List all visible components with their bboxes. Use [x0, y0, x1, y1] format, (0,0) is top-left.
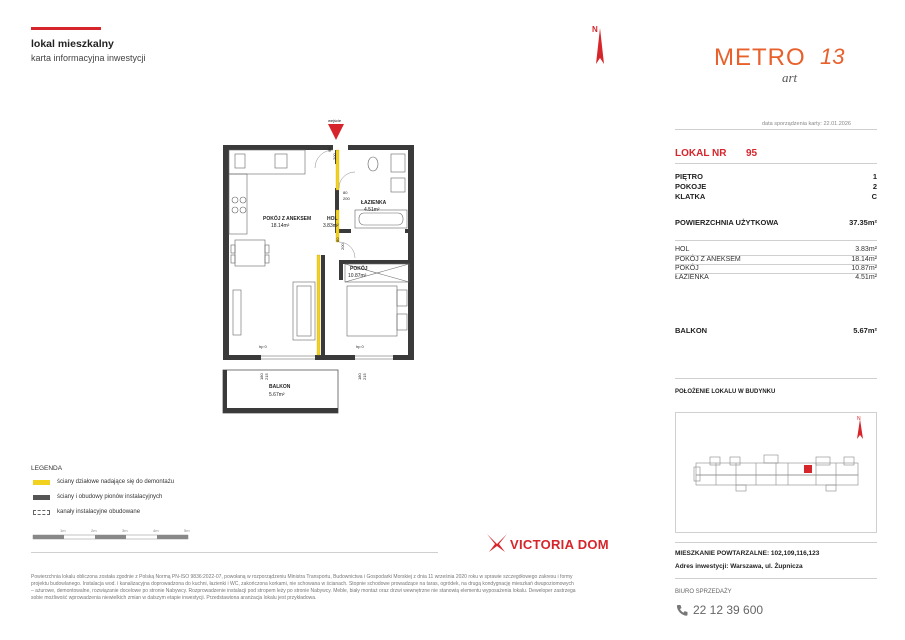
detail-floor-value: 1 — [872, 172, 877, 181]
legend-swatch-channels — [33, 510, 50, 515]
detail-stair-label: KLATKA — [675, 192, 706, 201]
demountable-walls — [317, 150, 339, 355]
unit-number: 95 — [746, 148, 758, 159]
legend-swatch-demountable — [33, 480, 50, 485]
divider — [675, 129, 877, 130]
victoria-dom-logo-icon — [485, 532, 509, 554]
window-left-height: 215 — [264, 373, 269, 380]
legend-item-channels: kanały instalacyjne obudowane — [57, 509, 141, 515]
plan-bath-area: 4.51m² — [364, 207, 380, 213]
entrance-arrow-icon — [328, 124, 344, 140]
footer-note: Powierzchnia lokalu obliczona została zgodnie z Polską Normą PN-ISO 9836:2022-07, powołaną w rozporządzeniu Ministra Transportu, Budownictwa i Gospodarki Morskiej z dnia 11 września 2020 roku w sprawie szczegółowego zakresu i formy projektu budowlanego. Instalacja wod. i kanalizacyjna doprowadzona do kuchni, łazienki i WC, zakończona korkami, nie schowana w ścianach. Stopnie schodowe prowadzące na taras, ogródek, na drugą kondygnację mieszkań dwupoziomowych – ażurowe, demontowalne, rozwiązanie docelowe po stronie Nabywcy. Rozprowadzenie instalacji pod stropem leży po stronie Nabywcy. Meble, biały montaż oraz drzwi wewnętrzne nie stanowią elementu wyposażenia lokalu. Deweloper zastrzega sobie możliwość wprowadzenia niewielkich zmian w dalszym etapie inwestycji. Przedstawiona aranżacja lokalu jest przykładowa. — [31, 574, 576, 601]
plan-room-kitchen-area: 18.14m² — [271, 223, 290, 229]
divider — [675, 378, 877, 379]
dining-table — [231, 240, 269, 266]
room-room-label: POKÓJ — [675, 265, 699, 272]
scale-5m: 5m — [184, 528, 190, 533]
scale-3m: 3m — [122, 528, 128, 533]
plan-hall: HOL — [327, 216, 338, 222]
divider — [675, 264, 877, 265]
room-hall-label: HOL — [675, 246, 690, 253]
location-title: POŁOŻENIE LOKALU W BUDYNKU — [675, 389, 776, 395]
plan-hall-area: 3.83m² — [323, 223, 339, 229]
investment-address: Adres inwestycji: Warszawa, ul. Żupnicza — [675, 563, 803, 570]
plan-balcony-area: 5.67m² — [269, 392, 285, 398]
compass-small-icon — [857, 419, 863, 439]
card-date: data sporządzenia karty: 22.01.2026 — [762, 121, 851, 127]
unit-location-marker — [804, 465, 812, 473]
balcony-label: BALKON — [675, 326, 708, 335]
plan-bath: ŁAZIENKA — [361, 200, 387, 206]
page-title: lokal mieszkalny — [31, 38, 114, 50]
compass-top-icon — [588, 22, 612, 66]
plan-balcony: BALKON — [269, 384, 291, 390]
room-bath-value: 4.51m² — [855, 274, 877, 281]
room-kitchen-value: 18.14m² — [851, 256, 877, 263]
header-accent-bar — [31, 27, 101, 30]
room-hall-value: 3.83m² — [855, 246, 877, 253]
scale-4m: 4m — [153, 528, 159, 533]
sales-office-phone[interactable]: 22 12 39 600 — [693, 603, 764, 617]
detail-stair-value: C — [871, 192, 877, 201]
building-location-map — [675, 412, 877, 533]
detail-rooms-label: POKOJE — [675, 182, 707, 191]
scale-1m: 1m — [60, 528, 66, 533]
room-bath-label: ŁAZIENKA — [675, 274, 709, 281]
logo-metro-text: METRO — [714, 44, 806, 71]
compass-label: N — [592, 25, 598, 34]
legend-title: LEGENDA — [31, 465, 63, 472]
scale-bar — [31, 527, 201, 543]
legend-swatch-installation — [33, 495, 50, 500]
divider — [675, 240, 877, 241]
divider — [31, 552, 438, 553]
entrance-label: wejście — [328, 118, 342, 123]
bathroom-fixtures — [355, 154, 407, 228]
legend-item-installation: ściany i obudowy pionów instalacyjnych — [57, 494, 163, 500]
logo-art-text: art — [782, 70, 798, 85]
building-outline-svg — [676, 413, 876, 532]
balcony-value: 5.67m² — [853, 326, 877, 335]
legend-item-demountable: ściany działowe nadające się do demontażu — [57, 479, 175, 485]
unit-label: LOKAL NR — [675, 148, 727, 159]
door1-width: 90 — [327, 147, 332, 152]
living-furniture — [233, 282, 315, 340]
usable-area-label: POWIERZCHNIA UŻYTKOWA — [675, 218, 779, 227]
plan-hp-left: hp 0 — [259, 344, 267, 349]
door3-height: 200 — [340, 243, 345, 250]
page-subtitle: karta informacyjna inwestycji — [31, 53, 146, 63]
window-right-height: 215 — [362, 373, 367, 380]
window-left-width: 180 — [259, 373, 264, 380]
door2-height: 200 — [343, 196, 350, 201]
scale-2m: 2m — [91, 528, 97, 533]
plan-hp-right: hp 0 — [356, 344, 364, 349]
plan-room-area: 10.87m² — [348, 273, 367, 279]
divider — [675, 578, 877, 579]
door3-width: 80 — [335, 237, 340, 242]
usable-area-value: 37.35m² — [849, 218, 877, 227]
plan-room-kitchen: POKÓJ Z ANEKSEM — [263, 216, 312, 222]
door2-width: 80 — [343, 190, 348, 195]
divider — [675, 163, 877, 164]
bed — [347, 286, 407, 336]
compass-small-label: N — [857, 416, 861, 422]
detail-rooms-value: 2 — [872, 182, 877, 191]
door1-height: 200 — [332, 153, 337, 160]
logo-number: 13 — [820, 44, 845, 69]
room-kitchen-label: POKÓJ Z ANEKSEM — [675, 256, 741, 263]
room-room-value: 10.87m² — [851, 265, 877, 272]
floor-plan — [215, 110, 420, 420]
plan-room: POKÓJ — [350, 266, 368, 272]
divider — [675, 542, 877, 543]
repeating-units: MIESZKANIE POWTARZALNE: 102,109,116,123 — [675, 550, 820, 557]
phone-icon — [675, 603, 689, 617]
detail-floor-label: PIĘTRO — [675, 172, 703, 181]
developer-name: VICTORIA DOM — [510, 537, 609, 552]
sales-office-label: BIURO SPRZEDAŻY — [675, 589, 732, 595]
window-right-width: 180 — [357, 373, 362, 380]
